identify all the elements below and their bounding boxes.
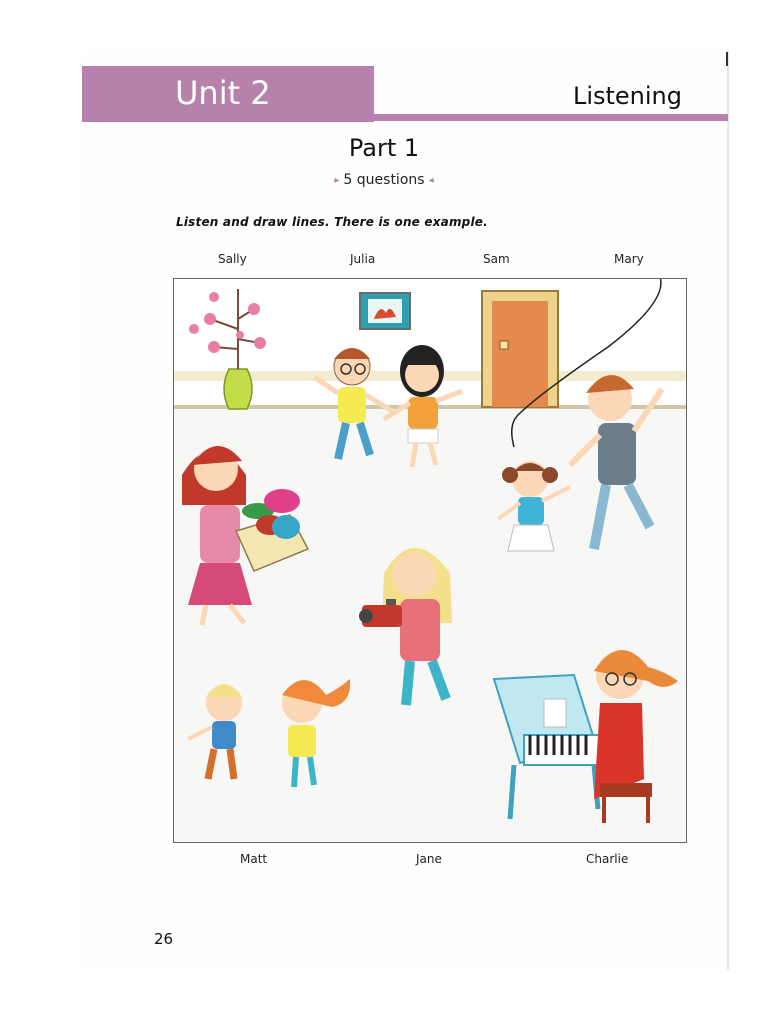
wall-picture-icon bbox=[360, 293, 410, 329]
unit-title-box bbox=[82, 66, 374, 122]
section-title: Listening bbox=[572, 82, 682, 110]
triangle-right-icon: ▸ bbox=[334, 175, 340, 186]
page-edge-mark bbox=[726, 52, 728, 66]
name-label-matt[interactable]: Matt bbox=[240, 852, 268, 866]
name-label-charlie[interactable]: Charlie bbox=[586, 852, 629, 866]
page-number: 26 bbox=[154, 930, 174, 948]
door-icon bbox=[482, 291, 558, 407]
name-label-sally[interactable]: Sally bbox=[218, 252, 247, 266]
name-label-sam[interactable]: Sam bbox=[483, 252, 510, 266]
header-rule bbox=[374, 114, 728, 121]
name-label-julia[interactable]: Julia bbox=[350, 252, 376, 266]
part-subtitle bbox=[0, 172, 768, 188]
triangle-left-icon: ◂ bbox=[428, 175, 434, 186]
instruction-text: Listen and draw lines. There is one example. bbox=[176, 215, 488, 229]
unit-header bbox=[82, 66, 728, 122]
question-count: 5 questions bbox=[343, 172, 425, 188]
name-label-mary[interactable]: Mary bbox=[614, 252, 644, 266]
page-edge bbox=[727, 50, 729, 970]
name-label-jane[interactable]: Jane bbox=[416, 852, 442, 866]
scene-picture[interactable] bbox=[173, 278, 687, 843]
part-title: Part 1 bbox=[348, 134, 420, 162]
unit-title: Unit 2 bbox=[175, 74, 271, 112]
